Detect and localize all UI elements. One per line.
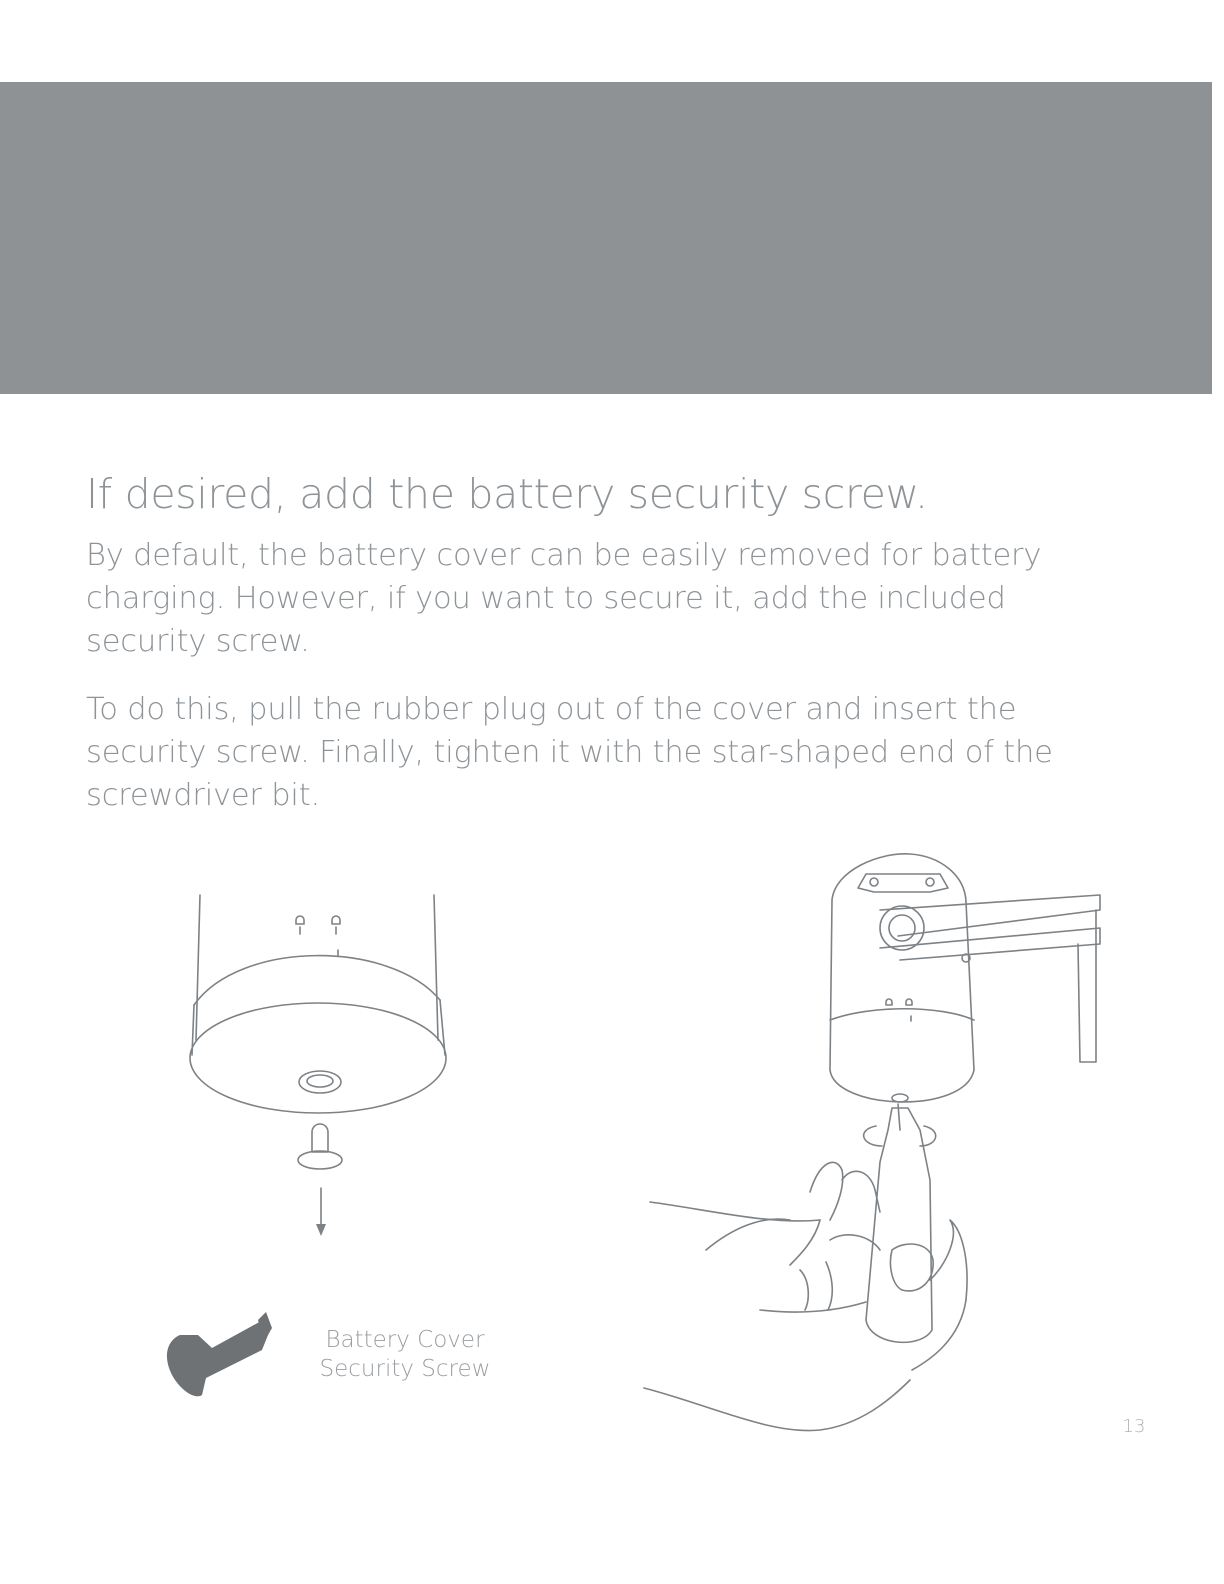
- screwdriver-hand-illustration: [630, 840, 1130, 1440]
- screw-caption: [300, 1326, 510, 1384]
- screw-icon: [167, 1312, 272, 1396]
- section-heading: If desired, add the battery security screw.: [86, 470, 928, 518]
- caption-line-2: Security Screw: [319, 1356, 491, 1382]
- header-band: [0, 82, 1212, 394]
- paragraph-install-steps: To do this, pull the rubber plug out of the cover and insert the security screw. Finally, tighten it with the star-shaped end of the screwdriver bit.: [86, 692, 1053, 813]
- page-number: 13: [1122, 1416, 1146, 1437]
- paragraph-default-cover: By default, the battery cover can be easily removed for battery charging. However, if you want to secure it, add the included security screw.: [86, 538, 1042, 659]
- caption-line-1: Battery Cover: [325, 1327, 485, 1353]
